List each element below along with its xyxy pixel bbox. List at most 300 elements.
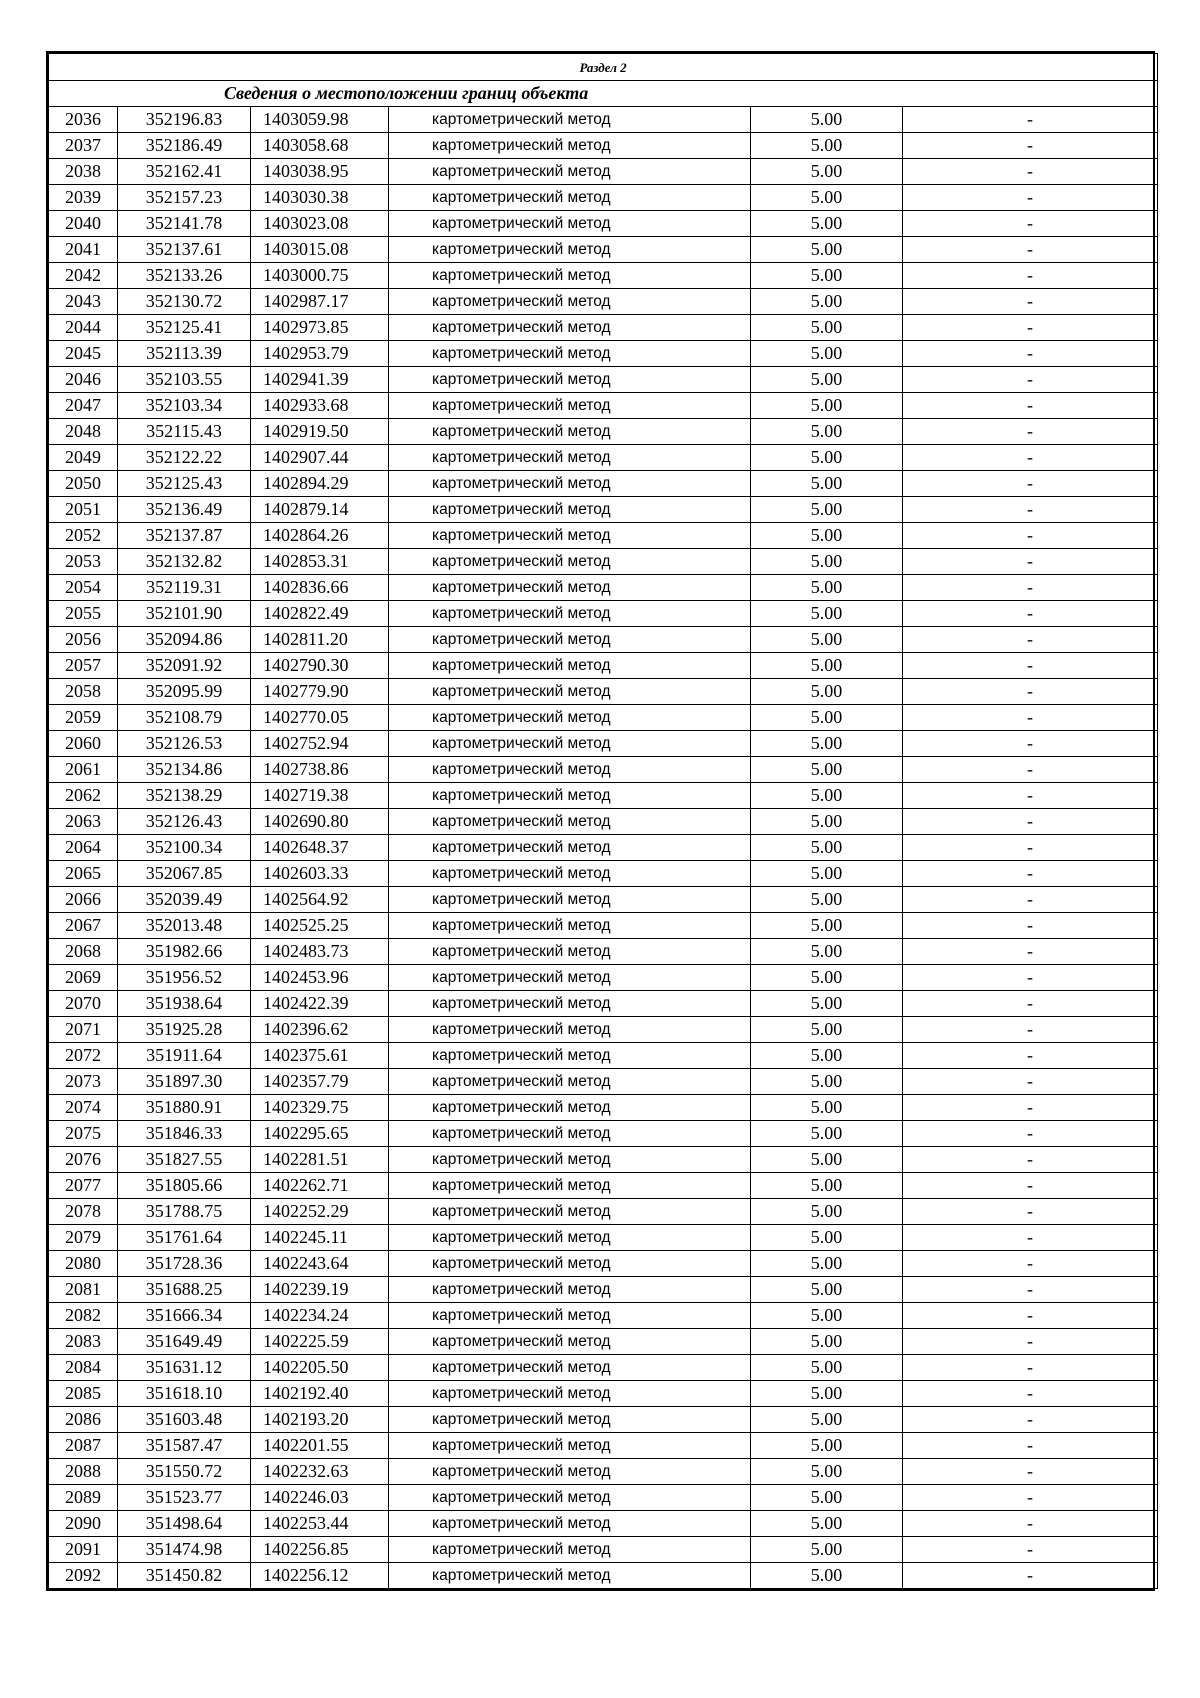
boundary-points-table	[48, 53, 1158, 1589]
accuracy-cell: 5.00	[751, 1459, 903, 1485]
coord-x-cell: 352095.99	[118, 679, 251, 705]
table-row	[49, 263, 1158, 289]
accuracy-cell: 5.00	[751, 107, 903, 133]
coord-y-cell: 1402193.20	[251, 1407, 389, 1433]
table-row	[49, 1095, 1158, 1121]
description-cell: -	[903, 1251, 1158, 1277]
description-cell: -	[903, 1459, 1158, 1485]
method-cell: картометрический метод	[389, 237, 751, 263]
section-label: Раздел 2	[49, 54, 1158, 81]
coord-y-cell: 1402252.29	[251, 1199, 389, 1225]
coord-y-cell: 1402770.05	[251, 705, 389, 731]
coord-x-cell: 351925.28	[118, 1017, 251, 1043]
point-number-cell: 2089	[49, 1485, 118, 1511]
point-number-cell: 2042	[49, 263, 118, 289]
coord-x-cell: 352113.39	[118, 341, 251, 367]
point-number-cell: 2049	[49, 445, 118, 471]
coord-y-cell: 1402752.94	[251, 731, 389, 757]
coord-x-cell: 351450.82	[118, 1563, 251, 1589]
method-cell: картометрический метод	[389, 1563, 751, 1589]
coord-y-cell: 1402738.86	[251, 757, 389, 783]
point-number-cell: 2052	[49, 523, 118, 549]
description-cell: -	[903, 1355, 1158, 1381]
coord-x-cell: 352186.49	[118, 133, 251, 159]
coord-x-cell: 352091.92	[118, 653, 251, 679]
description-cell: -	[903, 289, 1158, 315]
description-cell: -	[903, 549, 1158, 575]
coord-y-cell: 1402603.33	[251, 861, 389, 887]
accuracy-cell: 5.00	[751, 1017, 903, 1043]
table-row	[49, 107, 1158, 133]
method-cell: картометрический метод	[389, 1537, 751, 1563]
point-number-cell: 2066	[49, 887, 118, 913]
coord-x-cell: 352125.43	[118, 471, 251, 497]
table-row	[49, 965, 1158, 991]
accuracy-cell: 5.00	[751, 471, 903, 497]
point-number-cell: 2041	[49, 237, 118, 263]
table-row	[49, 1199, 1158, 1225]
description-cell: -	[903, 419, 1158, 445]
method-cell: картометрический метод	[389, 289, 751, 315]
description-cell: -	[903, 575, 1158, 601]
point-number-cell: 2085	[49, 1381, 118, 1407]
point-number-cell: 2082	[49, 1303, 118, 1329]
table-row	[49, 549, 1158, 575]
description-cell: -	[903, 1329, 1158, 1355]
description-cell: -	[903, 679, 1158, 705]
description-cell: -	[903, 965, 1158, 991]
point-number-cell: 2071	[49, 1017, 118, 1043]
coord-y-cell: 1402864.26	[251, 523, 389, 549]
table-row	[49, 887, 1158, 913]
method-cell: картометрический метод	[389, 653, 751, 679]
method-cell: картометрический метод	[389, 393, 751, 419]
accuracy-cell: 5.00	[751, 523, 903, 549]
description-cell: -	[903, 1433, 1158, 1459]
description-cell: -	[903, 1199, 1158, 1225]
point-number-cell: 2067	[49, 913, 118, 939]
coord-x-cell: 351982.66	[118, 939, 251, 965]
coord-y-cell: 1402357.79	[251, 1069, 389, 1095]
accuracy-cell: 5.00	[751, 1537, 903, 1563]
accuracy-cell: 5.00	[751, 939, 903, 965]
coord-x-cell: 352134.86	[118, 757, 251, 783]
description-cell: -	[903, 601, 1158, 627]
accuracy-cell: 5.00	[751, 185, 903, 211]
accuracy-cell: 5.00	[751, 1251, 903, 1277]
accuracy-cell: 5.00	[751, 601, 903, 627]
coord-y-cell: 1402256.12	[251, 1563, 389, 1589]
coord-y-cell: 1402836.66	[251, 575, 389, 601]
description-cell: -	[903, 159, 1158, 185]
method-cell: картометрический метод	[389, 185, 751, 211]
method-cell: картометрический метод	[389, 1095, 751, 1121]
point-number-cell: 2074	[49, 1095, 118, 1121]
description-cell: -	[903, 1511, 1158, 1537]
point-number-cell: 2078	[49, 1199, 118, 1225]
description-cell: -	[903, 523, 1158, 549]
coord-y-cell: 1402894.29	[251, 471, 389, 497]
accuracy-cell: 5.00	[751, 1511, 903, 1537]
accuracy-cell: 5.00	[751, 445, 903, 471]
point-number-cell: 2043	[49, 289, 118, 315]
table-row	[49, 1251, 1158, 1277]
table-row	[49, 159, 1158, 185]
coord-y-cell: 1403030.38	[251, 185, 389, 211]
point-number-cell: 2040	[49, 211, 118, 237]
table-body	[49, 54, 1158, 1589]
table-row	[49, 1433, 1158, 1459]
point-number-cell: 2080	[49, 1251, 118, 1277]
description-cell: -	[903, 939, 1158, 965]
accuracy-cell: 5.00	[751, 1173, 903, 1199]
method-cell: картометрический метод	[389, 965, 751, 991]
description-cell: -	[903, 1043, 1158, 1069]
table-row	[49, 1277, 1158, 1303]
accuracy-cell: 5.00	[751, 237, 903, 263]
coord-x-cell: 352103.55	[118, 367, 251, 393]
coord-y-cell: 1402243.64	[251, 1251, 389, 1277]
coord-y-cell: 1403000.75	[251, 263, 389, 289]
coord-y-cell: 1402525.25	[251, 913, 389, 939]
method-cell: картометрический метод	[389, 523, 751, 549]
method-cell: картометрический метод	[389, 1485, 751, 1511]
method-cell: картометрический метод	[389, 367, 751, 393]
table-row	[49, 1381, 1158, 1407]
coord-x-cell: 352122.22	[118, 445, 251, 471]
accuracy-cell: 5.00	[751, 1563, 903, 1589]
coord-y-cell: 1402256.85	[251, 1537, 389, 1563]
table-row	[49, 1225, 1158, 1251]
coord-x-cell: 352130.72	[118, 289, 251, 315]
point-number-cell: 2073	[49, 1069, 118, 1095]
accuracy-cell: 5.00	[751, 809, 903, 835]
point-number-cell: 2057	[49, 653, 118, 679]
coord-x-cell: 351523.77	[118, 1485, 251, 1511]
table-row	[49, 1043, 1158, 1069]
point-number-cell: 2056	[49, 627, 118, 653]
method-cell: картометрический метод	[389, 1277, 751, 1303]
coord-x-cell: 352132.82	[118, 549, 251, 575]
accuracy-cell: 5.00	[751, 991, 903, 1017]
table-row	[49, 1511, 1158, 1537]
method-cell: картометрический метод	[389, 1121, 751, 1147]
point-number-cell: 2088	[49, 1459, 118, 1485]
description-cell: -	[903, 341, 1158, 367]
point-number-cell: 2090	[49, 1511, 118, 1537]
method-cell: картометрический метод	[389, 471, 751, 497]
table-row	[49, 653, 1158, 679]
point-number-cell: 2063	[49, 809, 118, 835]
coord-x-cell: 351805.66	[118, 1173, 251, 1199]
coord-x-cell: 351956.52	[118, 965, 251, 991]
method-cell: картометрический метод	[389, 315, 751, 341]
coord-y-cell: 1402192.40	[251, 1381, 389, 1407]
point-number-cell: 2083	[49, 1329, 118, 1355]
coord-y-cell: 1402281.51	[251, 1147, 389, 1173]
accuracy-cell: 5.00	[751, 367, 903, 393]
coord-x-cell: 351827.55	[118, 1147, 251, 1173]
accuracy-cell: 5.00	[751, 159, 903, 185]
accuracy-cell: 5.00	[751, 1433, 903, 1459]
coord-y-cell: 1402245.11	[251, 1225, 389, 1251]
accuracy-cell: 5.00	[751, 1485, 903, 1511]
description-cell: -	[903, 861, 1158, 887]
point-number-cell: 2047	[49, 393, 118, 419]
method-cell: картометрический метод	[389, 1199, 751, 1225]
accuracy-cell: 5.00	[751, 419, 903, 445]
table-row	[49, 1355, 1158, 1381]
method-cell: картометрический метод	[389, 1433, 751, 1459]
accuracy-cell: 5.00	[751, 835, 903, 861]
accuracy-cell: 5.00	[751, 731, 903, 757]
coord-y-cell: 1402205.50	[251, 1355, 389, 1381]
table-row	[49, 471, 1158, 497]
description-cell: -	[903, 471, 1158, 497]
table-row	[49, 1069, 1158, 1095]
method-cell: картометрический метод	[389, 341, 751, 367]
point-number-cell: 2061	[49, 757, 118, 783]
point-number-cell: 2054	[49, 575, 118, 601]
coord-x-cell: 352039.49	[118, 887, 251, 913]
coord-y-cell: 1402329.75	[251, 1095, 389, 1121]
accuracy-cell: 5.00	[751, 861, 903, 887]
coord-y-cell: 1402987.17	[251, 289, 389, 315]
description-cell: -	[903, 367, 1158, 393]
coord-x-cell: 351897.30	[118, 1069, 251, 1095]
description-cell: -	[903, 497, 1158, 523]
coord-y-cell: 1403015.08	[251, 237, 389, 263]
description-cell: -	[903, 1537, 1158, 1563]
coord-y-cell: 1403058.68	[251, 133, 389, 159]
table-row	[49, 705, 1158, 731]
coord-x-cell: 352196.83	[118, 107, 251, 133]
method-cell: картометрический метод	[389, 1043, 751, 1069]
accuracy-cell: 5.00	[751, 315, 903, 341]
method-cell: картометрический метод	[389, 731, 751, 757]
method-cell: картометрический метод	[389, 263, 751, 289]
description-cell: -	[903, 1303, 1158, 1329]
accuracy-cell: 5.00	[751, 1381, 903, 1407]
point-number-cell: 2058	[49, 679, 118, 705]
accuracy-cell: 5.00	[751, 1121, 903, 1147]
boundary-table-sheet	[46, 51, 1155, 1591]
method-cell: картометрический метод	[389, 679, 751, 705]
description-cell: -	[903, 731, 1158, 757]
accuracy-cell: 5.00	[751, 549, 903, 575]
table-row	[49, 315, 1158, 341]
table-row	[49, 809, 1158, 835]
table-row	[49, 757, 1158, 783]
coord-x-cell: 352094.86	[118, 627, 251, 653]
method-cell: картометрический метод	[389, 497, 751, 523]
method-cell: картометрический метод	[389, 1173, 751, 1199]
coord-y-cell: 1402648.37	[251, 835, 389, 861]
accuracy-cell: 5.00	[751, 211, 903, 237]
accuracy-cell: 5.00	[751, 627, 903, 653]
table-row	[49, 991, 1158, 1017]
coord-x-cell: 351761.64	[118, 1225, 251, 1251]
table-row	[49, 1147, 1158, 1173]
table-row	[49, 1563, 1158, 1589]
point-number-cell: 2086	[49, 1407, 118, 1433]
description-cell: -	[903, 627, 1158, 653]
method-cell: картометрический метод	[389, 1251, 751, 1277]
coord-x-cell: 352138.29	[118, 783, 251, 809]
accuracy-cell: 5.00	[751, 393, 903, 419]
coord-y-cell: 1402811.20	[251, 627, 389, 653]
description-cell: -	[903, 185, 1158, 211]
table-row	[49, 783, 1158, 809]
method-cell: картометрический метод	[389, 1511, 751, 1537]
point-number-cell: 2044	[49, 315, 118, 341]
coord-y-cell: 1402234.24	[251, 1303, 389, 1329]
method-cell: картометрический метод	[389, 887, 751, 913]
coord-y-cell: 1402239.19	[251, 1277, 389, 1303]
coord-x-cell: 351938.64	[118, 991, 251, 1017]
table-row	[49, 1485, 1158, 1511]
coord-y-cell: 1402262.71	[251, 1173, 389, 1199]
coord-y-cell: 1402919.50	[251, 419, 389, 445]
point-number-cell: 2048	[49, 419, 118, 445]
point-number-cell: 2072	[49, 1043, 118, 1069]
coord-x-cell: 352013.48	[118, 913, 251, 939]
method-cell: картометрический метод	[389, 445, 751, 471]
description-cell: -	[903, 1121, 1158, 1147]
accuracy-cell: 5.00	[751, 1277, 903, 1303]
coord-x-cell: 352136.49	[118, 497, 251, 523]
accuracy-cell: 5.00	[751, 1095, 903, 1121]
point-number-cell: 2081	[49, 1277, 118, 1303]
method-cell: картометрический метод	[389, 1069, 751, 1095]
description-cell: -	[903, 1407, 1158, 1433]
point-number-cell: 2050	[49, 471, 118, 497]
coord-x-cell: 351649.49	[118, 1329, 251, 1355]
coord-x-cell: 351587.47	[118, 1433, 251, 1459]
coord-x-cell: 352067.85	[118, 861, 251, 887]
point-number-cell: 2079	[49, 1225, 118, 1251]
method-cell: картометрический метод	[389, 757, 751, 783]
coord-x-cell: 352157.23	[118, 185, 251, 211]
description-cell: -	[903, 1381, 1158, 1407]
table-row	[49, 1537, 1158, 1563]
method-cell: картометрический метод	[389, 1147, 751, 1173]
method-cell: картометрический метод	[389, 1225, 751, 1251]
coord-x-cell: 351688.25	[118, 1277, 251, 1303]
description-cell: -	[903, 445, 1158, 471]
coord-x-cell: 352133.26	[118, 263, 251, 289]
description-cell: -	[903, 1017, 1158, 1043]
accuracy-cell: 5.00	[751, 653, 903, 679]
table-row	[49, 133, 1158, 159]
accuracy-cell: 5.00	[751, 965, 903, 991]
coord-y-cell: 1403059.98	[251, 107, 389, 133]
table-row	[49, 445, 1158, 471]
description-cell: -	[903, 653, 1158, 679]
method-cell: картометрический метод	[389, 601, 751, 627]
coord-y-cell: 1402225.59	[251, 1329, 389, 1355]
method-cell: картометрический метод	[389, 627, 751, 653]
method-cell: картометрический метод	[389, 575, 751, 601]
coord-x-cell: 351788.75	[118, 1199, 251, 1225]
point-number-cell: 2051	[49, 497, 118, 523]
method-cell: картометрический метод	[389, 1355, 751, 1381]
description-cell: -	[903, 783, 1158, 809]
description-cell: -	[903, 237, 1158, 263]
accuracy-cell: 5.00	[751, 497, 903, 523]
table-row	[49, 1017, 1158, 1043]
coord-x-cell: 352137.61	[118, 237, 251, 263]
table-row	[49, 367, 1158, 393]
coord-x-cell: 352103.34	[118, 393, 251, 419]
description-cell: -	[903, 991, 1158, 1017]
description-cell: -	[903, 705, 1158, 731]
coord-y-cell: 1402879.14	[251, 497, 389, 523]
coord-x-cell: 351603.48	[118, 1407, 251, 1433]
point-number-cell: 2046	[49, 367, 118, 393]
table-row	[49, 1459, 1158, 1485]
coord-y-cell: 1402422.39	[251, 991, 389, 1017]
coord-x-cell: 351631.12	[118, 1355, 251, 1381]
table-title-row	[49, 81, 1158, 107]
table-row	[49, 939, 1158, 965]
description-cell: -	[903, 393, 1158, 419]
accuracy-cell: 5.00	[751, 341, 903, 367]
coord-y-cell: 1403038.95	[251, 159, 389, 185]
method-cell: картометрический метод	[389, 835, 751, 861]
point-number-cell: 2062	[49, 783, 118, 809]
coord-y-cell: 1402396.62	[251, 1017, 389, 1043]
point-number-cell: 2075	[49, 1121, 118, 1147]
method-cell: картометрический метод	[389, 1303, 751, 1329]
point-number-cell: 2091	[49, 1537, 118, 1563]
method-cell: картометрический метод	[389, 1017, 751, 1043]
method-cell: картометрический метод	[389, 107, 751, 133]
accuracy-cell: 5.00	[751, 705, 903, 731]
accuracy-cell: 5.00	[751, 783, 903, 809]
point-number-cell: 2065	[49, 861, 118, 887]
table-row	[49, 289, 1158, 315]
point-number-cell: 2038	[49, 159, 118, 185]
table-row	[49, 679, 1158, 705]
point-number-cell: 2037	[49, 133, 118, 159]
accuracy-cell: 5.00	[751, 575, 903, 601]
point-number-cell: 2087	[49, 1433, 118, 1459]
coord-x-cell: 352126.43	[118, 809, 251, 835]
table-row	[49, 861, 1158, 887]
point-number-cell: 2069	[49, 965, 118, 991]
coord-y-cell: 1402232.63	[251, 1459, 389, 1485]
description-cell: -	[903, 1277, 1158, 1303]
description-cell: -	[903, 263, 1158, 289]
description-cell: -	[903, 133, 1158, 159]
coord-x-cell: 352162.41	[118, 159, 251, 185]
table-row	[49, 497, 1158, 523]
point-number-cell: 2064	[49, 835, 118, 861]
coord-y-cell: 1402973.85	[251, 315, 389, 341]
coord-y-cell: 1403023.08	[251, 211, 389, 237]
coord-y-cell: 1402822.49	[251, 601, 389, 627]
table-row	[49, 523, 1158, 549]
coord-x-cell: 351880.91	[118, 1095, 251, 1121]
method-cell: картометрический метод	[389, 783, 751, 809]
accuracy-cell: 5.00	[751, 1043, 903, 1069]
method-cell: картометрический метод	[389, 549, 751, 575]
coord-x-cell: 352137.87	[118, 523, 251, 549]
table-row	[49, 211, 1158, 237]
method-cell: картометрический метод	[389, 1381, 751, 1407]
accuracy-cell: 5.00	[751, 133, 903, 159]
